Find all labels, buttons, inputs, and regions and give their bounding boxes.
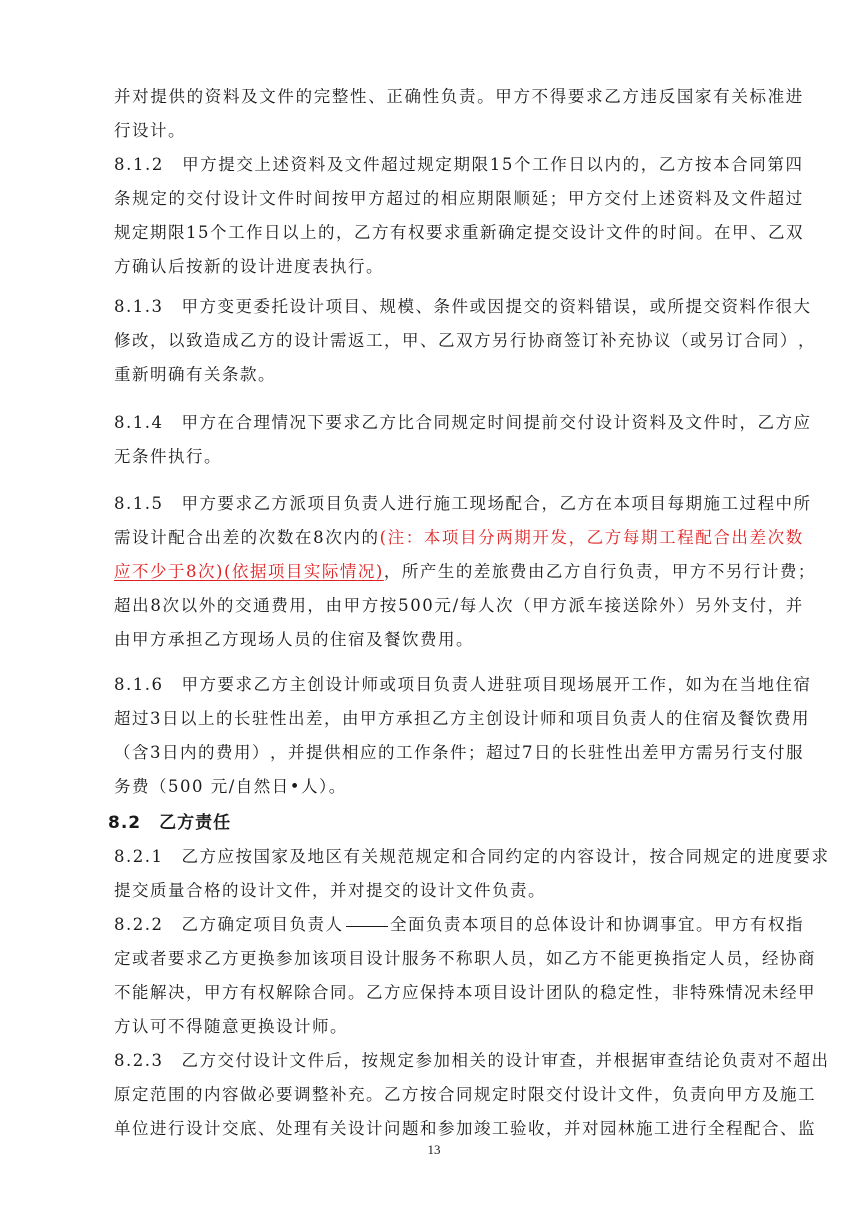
text-line: 8 . 1 . 2 甲 方 提 交 上 述 资 料 及 文 件 超 过 规 定 期 限 1 5 个 工 作 日 以 内 的 ， 乙 方 按 本 合 同 第 四 [114, 155, 804, 174]
paragraph [114, 1044, 830, 1146]
section-heading [108, 806, 231, 840]
text-line: 条 规 定 的 交 付 设 计 文 件 时 间 按 甲 方 超 过 的 相 应 期 限 顺 延 ； 甲 方 交 付 上 述 资 料 及 文 件 超 过 [114, 189, 804, 208]
text-line: 8 . 1 . 4 甲 方 在 合 理 情 况 下 要 求 乙 方 比 合 同 规 定 时 间 提 前 交 付 设 计 资 料 及 文 件 时 ， 乙 方 应 [114, 413, 812, 432]
section-title: 乙方责任 [159, 813, 232, 833]
text-line: 8 . 2 . 3 乙 方 交 付 设 计 文 件 后 ， 按 规 定 参 加 相 关 的 设 计 审 查 ， 并 根 据 审 查 结 论 负 责 对 不 超 出 [114, 1051, 830, 1070]
text-line: 定 或 者 要 求 乙 方 更 换 参 加 该 项 目 设 计 服 务 不 称 职 人 员 ， 如 乙 方 不 能 更 换 指 定 人 员 ， 经 协 商 [114, 949, 816, 968]
text-line: 原 定 范 围 的 内 容 做 必 要 调 整 补 充 。 乙 方 按 合 同 规 定 时 限 交 付 设 计 文 件 ， 负 责 向 甲 方 及 施 工 [114, 1085, 816, 1104]
text-line: （ 含 3 日 内 的 费 用 ） ， 并 提 供 相 应 的 工 作 条 件 ； 超 过 7 日 的 长 驻 性 出 差 甲 方 需 另 行 支 付 服 [114, 743, 804, 762]
text-line: 应 不 少 于 8 次 ) ( 依 据 项 目 实 际 情 况 ) ， 所 产 生 的 差 旅 费 由 乙 方 自 行 负 责 ， 甲 方 不 另 行 计 费 ； [114, 562, 816, 581]
fill-in-blank [346, 908, 389, 927]
paragraph [114, 148, 804, 284]
paragraph [114, 406, 812, 474]
text-line: 行设计。 [114, 121, 186, 140]
paragraph [114, 668, 812, 804]
text-line: 由甲方承担乙方现场人员的住宿及餐饮费用。 [114, 630, 474, 649]
text-line: 提交质量合格的设计文件，并对提交的设计文件负责。 [114, 881, 546, 900]
paragraph [114, 80, 804, 148]
text-line: 重新明确有关条款。 [114, 365, 276, 384]
text-line: 8 . 2 . 2 乙 方 确 定 项 目 负 责 人 全 面 负 责 本 项 目 的 总 体 设 计 和 协 调 事 宜 。 甲 方 有 权 指 [114, 908, 804, 942]
text-line: 不 能 解 决 ， 甲 方 有 权 解 除 合 同 。 乙 方 应 保 持 本 项 目 设 计 团 队 的 稳 定 性 ， 非 特 殊 情 况 未 经 甲 [114, 983, 816, 1002]
text-line: 修 改 ， 以 致 造 成 乙 方 的 设 计 需 返 工 ， 甲 、 乙 双 方 另 行 协 商 签 订 补 充 协 议 （ 或 另 订 合 同 ） ， [114, 331, 816, 350]
text-line: 超 过 3 日 以 上 的 长 驻 性 出 差 ， 由 甲 方 承 担 乙 方 主 创 设 计 师 和 项 目 负 责 人 的 住 宿 及 餐 饮 费 用 [114, 709, 810, 728]
text-line: 方认可不得随意更换设计师。 [114, 1017, 348, 1036]
text-line: 规 定 期 限 1 5 个 工 作 日 以 上 的 ， 乙 方 有 权 要 求 重 新 确 定 提 交 设 计 文 件 的 时 间 。 在 甲 、 乙 双 [114, 223, 804, 242]
paragraph [114, 290, 816, 392]
text-line: 无条件执行。 [114, 447, 222, 466]
paragraph [114, 840, 830, 908]
text-line: 并 对 提 供 的 资 料 及 文 件 的 完 整 性 、 正 确 性 负 责 。 甲 方 不 得 要 求 乙 方 违 反 国 家 有 关 标 准 进 [114, 87, 804, 106]
text-line: 单 位 进 行 设 计 交 底 、 处 理 有 关 设 计 问 题 和 参 加 竣 工 验 收 ， 并 对 园 林 施 工 进 行 全 程 配 合 、 监 [114, 1119, 816, 1138]
page-number: 13 [427, 1142, 441, 1157]
text-line: 8 . 1 . 3 甲 方 变 更 委 托 设 计 项 目 、 规 模 、 条 件 或 因 提 交 的 资 料 错 误 ， 或 所 提 交 资 料 作 很 大 [114, 297, 812, 316]
section-number: 8.2 [108, 813, 142, 833]
text-line: 需 设 计 配 合 出 差 的 次 数 在 8 次 内 的 ( 注 ： 本 项 目 分 两 期 开 发 ， 乙 方 每 期 工 程 配 合 出 差 次 数 [114, 528, 804, 547]
text-line: 务费（500 元/自然日•人）。 [114, 777, 347, 796]
text-line: 8 . 1 . 6 甲 方 要 求 乙 方 主 创 设 计 师 或 项 目 负 责 人 进 驻 项 目 现 场 展 开 工 作 ， 如 为 在 当 地 住 宿 [114, 675, 812, 694]
text-line: 8 . 1 . 5 甲 方 要 求 乙 方 派 项 目 负 责 人 进 行 施 工 现 场 配 合 ， 乙 方 在 本 项 目 每 期 施 工 过 程 中 所 [114, 494, 812, 513]
text-line: 超 出 8 次 以 外 的 交 通 费 用 ， 由 甲 方 按 5 0 0 元 / 每 人 次 （ 甲 方 派 车 接 送 除 外 ） 另 外 支 付 ， 并 [114, 596, 804, 615]
text-line: 方确认后按新的设计进度表执行。 [114, 257, 384, 276]
text-line: 8 . 2 . 1 乙 方 应 按 国 家 及 地 区 有 关 规 范 规 定 和 合 同 约 定 的 内 容 设 计 ， 按 合 同 规 定 的 进 度 要 求 [114, 847, 830, 866]
paragraph [114, 908, 816, 1044]
paragraph [114, 487, 816, 657]
